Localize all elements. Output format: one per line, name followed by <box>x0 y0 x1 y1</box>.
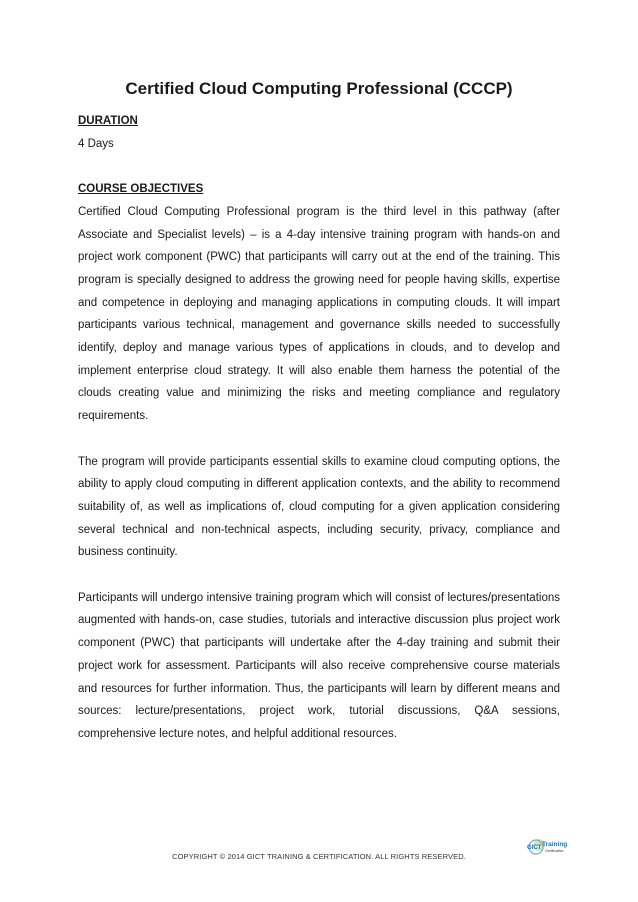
objectives-paragraph-3: Participants will undergo intensive training program which will consist of lectures/presentations augmented with hands-on, case studies, tutorials and interactive discussion plus project work component (PWC) that participants will undertake after the 4-day training and submit their project work for assessment. Participants will also receive comprehensive course materials and resources for further information. Thus, the participants will learn by different means and sources: lecture/presentations, project work, tutorial discussions, Q&A sessions, comprehensive lecture notes, and helpful additional resources. <box>78 591 560 740</box>
logo-text-main: GICT <box>527 845 542 851</box>
section-spacer <box>78 155 560 178</box>
document-title: Certified Cloud Computing Professional (CCCP) <box>125 79 513 98</box>
paragraph-spacer <box>78 428 560 451</box>
duration-value: 4 Days <box>78 137 114 150</box>
copyright-footer: COPYRIGHT © 2014 GICT TRAINING & CERTIFICATION. ALL RIGHTS RESERVED. <box>172 852 466 861</box>
logo-text-word: Training <box>542 841 568 848</box>
objectives-heading: COURSE OBJECTIVES <box>78 183 204 196</box>
logo-text-sub: Certification <box>545 849 564 853</box>
paragraph-spacer <box>78 564 560 587</box>
objectives-paragraph-1: Certified Cloud Computing Professional program is the third level in this pathway (after Associate and Specialist levels) – is a 4-day intensive training program with hands-on and project work component (PWC) that participants will carry out at the end of the training. This program is specially designed to address the growing need for people having skills, expertise and competence in deploying and managing applications in computing clouds. It will impart participants various technical, management and governance skills needed to successfully identify, deploy and manage various types of applications in clouds, and to develop and implement enterprise cloud strategy. It will also enable them harness the potential of the clouds creating value and minimizing the risks and meeting compliance and regulatory requirements. <box>78 205 560 423</box>
objectives-paragraph-2: The program will provide participants essential skills to examine cloud computing options, the ability to apply cloud computing in different application contexts, and the ability to recommend suitability of, as well as implications of, cloud computing for a given application considering several technical and non-technical aspects, including security, privacy, compliance and business continuity. <box>78 455 560 559</box>
document-body <box>78 110 560 746</box>
duration-heading: DURATION <box>78 115 138 127</box>
